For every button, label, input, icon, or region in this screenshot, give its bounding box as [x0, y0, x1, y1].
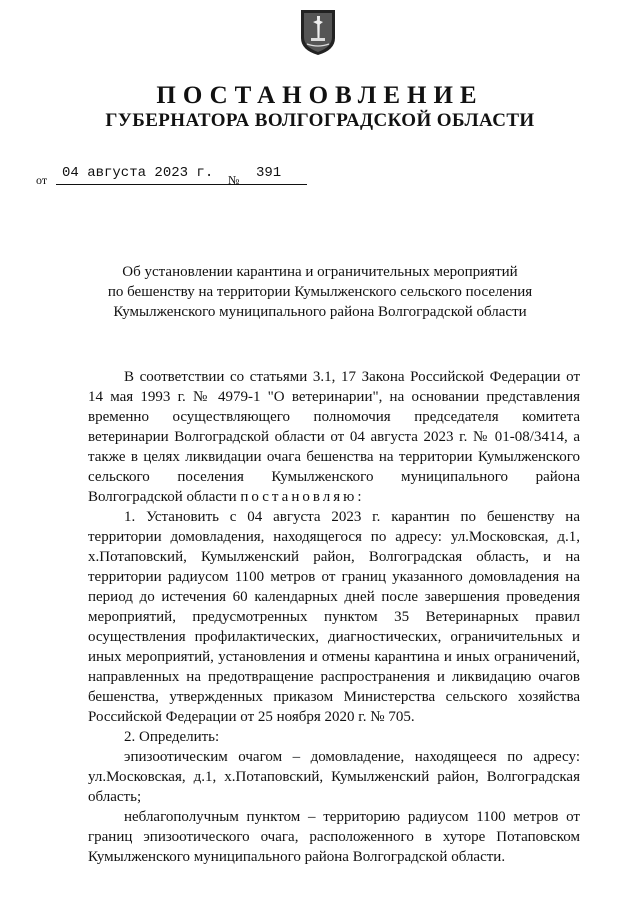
- item-2-heading: 2. Определить:: [124, 729, 220, 745]
- preamble-paragraph: [88, 367, 580, 507]
- date-prefix: от: [36, 173, 48, 187]
- document-body: [88, 367, 580, 867]
- preamble-text: В соответствии со статьями 3.1, 17 Закона Российской Федерации от 14 мая 1993 г. № 4979-1 "О ветеринарии", на основании представления временно осуществляющего полномочия председателя комитета ветеринарии Волгоградской области от 04 августа 2023 г. № 01-08/3414, а также в целях ликвидации очага бешенства на территории Кумылженского сельского поселения Кумылженского муниципального района Волгоградской области: [88, 369, 580, 505]
- subject-line: по бешенству на территории Кумылженского сельского поселения: [107, 284, 533, 300]
- issuer-title: ГУБЕРНАТОРА ВОЛГОГРАДСКОЙ ОБЛАСТИ: [105, 110, 535, 131]
- subject-line: Кумылженского муниципального района Волгоградской области: [113, 304, 527, 320]
- item-1-paragraph: 1. Установить с 04 августа 2023 г. карантин по бешенству на территории домовладения, находящегося по адресу: ул.Московская, д.1, х.Потаповский, Кумылженский район, Волгоградская область, и на территории радиусом 1100 метров от границ указанного домовладения на период до истечения 60 календарных дней после завершения проведения мероприятий, предусмотренных пунктом 35 Ветеринарных правил осуществления профилактических, диагностических, ограничительных и иных мероприятий, установления и отмены карантина и иных ограничений, направленных на предотвращение распространения и ликвидацию очагов бешенства, утвержденных приказом Министерства сельского хозяйства Российской Федерации от 25 ноября 2020 г. № 705.: [88, 509, 580, 725]
- date-number-line: [36, 165, 336, 187]
- document-number: 391: [249, 165, 307, 185]
- decree-word: постановляю:: [240, 489, 365, 505]
- subject-line: Об установлении карантина и ограничительных мероприятий: [122, 264, 518, 280]
- item-2b-paragraph: неблагополучным пунктом – территорию радиусом 1100 метров от границ эпизоотического очага, расположенного в хуторе Потаповском Кумылженского муниципального района Волгоградской области.: [88, 809, 580, 865]
- document-title: ПОСТАНОВЛЕНИЕ: [156, 82, 484, 109]
- document-subject: [0, 262, 640, 322]
- coat-of-arms-icon: [299, 8, 337, 56]
- item-2a-paragraph: эпизоотическим очагом – домовладение, находящееся по адресу: ул.Московская, д.1, х.Потаповский, Кумылженский район, Волгоградская область;: [88, 749, 580, 805]
- document-date: 04 августа 2023 г.: [56, 165, 252, 185]
- number-sign: №: [228, 173, 240, 187]
